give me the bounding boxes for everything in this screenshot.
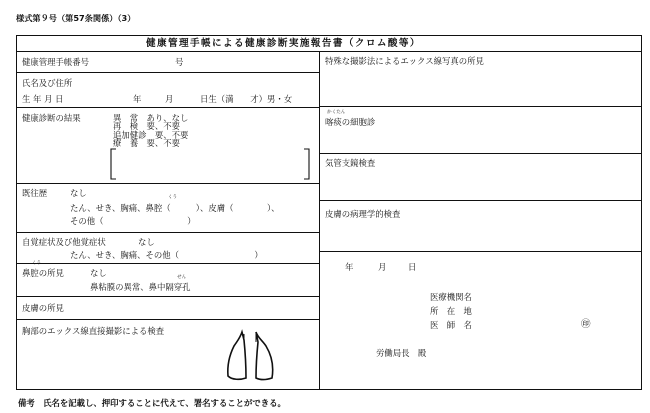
perforation-ruby: せん bbox=[177, 275, 187, 280]
form-number: 様式第９号（第57条関係）（3） bbox=[16, 13, 136, 23]
history-label: 既往歴 bbox=[22, 188, 48, 198]
report-title: 健康管理手帳による健康診断実施報告書（クロム酸等） bbox=[146, 38, 421, 49]
sputum-cytology-label: 喀痰の細胞診 bbox=[325, 117, 376, 127]
lung-outline-icon bbox=[222, 328, 282, 384]
dob-day-age-sex: 日生（満 才）男・女 bbox=[200, 94, 293, 104]
result-value: 要、不要 bbox=[154, 129, 189, 140]
symptoms-none: なし bbox=[138, 237, 155, 247]
seal-mark: ㊞ bbox=[581, 319, 591, 330]
institution-label: 医療機関名 bbox=[430, 292, 472, 302]
dob-year: 年 bbox=[133, 94, 142, 104]
result-label: 療 養 bbox=[113, 137, 139, 148]
title-divider bbox=[16, 51, 642, 52]
nasal-ruby: くう bbox=[32, 261, 42, 266]
date-of-birth-label: 生 年 月 日 bbox=[22, 94, 64, 104]
report-date-year: 年 bbox=[345, 262, 354, 272]
nasal-findings-label: 鼻腔の所見 bbox=[22, 268, 64, 278]
skin-pathology-label: 皮膚の病理学的検査 bbox=[325, 209, 401, 219]
row-divider bbox=[16, 183, 320, 184]
result-value: 要、不要 bbox=[146, 137, 180, 148]
notebook-number-suffix: 号 bbox=[175, 57, 184, 67]
result-value: 要、不要 bbox=[146, 121, 180, 132]
history-options: たん、せき、胸痛、鼻腔（ ）、皮膚（ ）、 bbox=[70, 203, 280, 213]
footnote: 備考 氏名を記載し、押印することに代えて、署名することができる。 bbox=[18, 398, 286, 408]
row-divider bbox=[16, 72, 320, 73]
row-divider bbox=[16, 263, 320, 264]
column-divider bbox=[319, 51, 320, 390]
row-divider bbox=[320, 153, 642, 154]
nasal-cavity-ruby: くう bbox=[168, 195, 178, 200]
result-label: 再 検 bbox=[113, 121, 139, 132]
nasal-none: なし bbox=[90, 268, 107, 278]
result-label: 追加健診 bbox=[113, 129, 147, 140]
history-other: その他（ ） bbox=[70, 216, 196, 226]
result-bracket bbox=[110, 148, 310, 180]
sputum-ruby: かくたん bbox=[327, 110, 346, 115]
name-address-label: 氏名及び住所 bbox=[22, 78, 73, 88]
report-date-day: 日 bbox=[408, 262, 417, 272]
notebook-number-label: 健康管理手帳番号 bbox=[22, 57, 89, 67]
location-label: 所 在 地 bbox=[430, 306, 472, 316]
row-divider bbox=[16, 107, 320, 108]
symptoms-options: たん、せき、胸痛、その他（ ） bbox=[70, 250, 263, 260]
row-divider bbox=[320, 200, 642, 201]
row-divider bbox=[16, 319, 320, 320]
skin-findings-label: 皮膚の所見 bbox=[22, 303, 64, 313]
row-divider bbox=[16, 296, 320, 297]
history-none: なし bbox=[70, 188, 87, 198]
row-divider bbox=[320, 251, 642, 252]
chest-xray-label: 胸部のエックス線直接撮影による検査 bbox=[22, 326, 165, 336]
report-date-month: 月 bbox=[378, 262, 387, 272]
bronchoscopy-label: 気管支鏡検査 bbox=[325, 158, 376, 168]
addressee: 労働局長 殿 bbox=[376, 348, 427, 358]
nasal-options: 鼻粘膜の異常、鼻中隔穿孔 bbox=[90, 282, 191, 292]
exam-result-label: 健康診断の結果 bbox=[22, 113, 81, 123]
doctor-label: 医 師 名 bbox=[430, 320, 472, 330]
result-value: あり、なし bbox=[146, 113, 189, 123]
result-label: 異 常 bbox=[113, 113, 139, 123]
symptoms-label: 自覚症状及び他覚症状 bbox=[22, 237, 106, 247]
row-divider bbox=[320, 106, 642, 107]
dob-month: 月 bbox=[165, 94, 174, 104]
row-divider bbox=[16, 232, 320, 233]
result-list bbox=[113, 114, 188, 147]
special-xray-label: 特殊な撮影法によるエックス線写真の所見 bbox=[325, 56, 484, 66]
